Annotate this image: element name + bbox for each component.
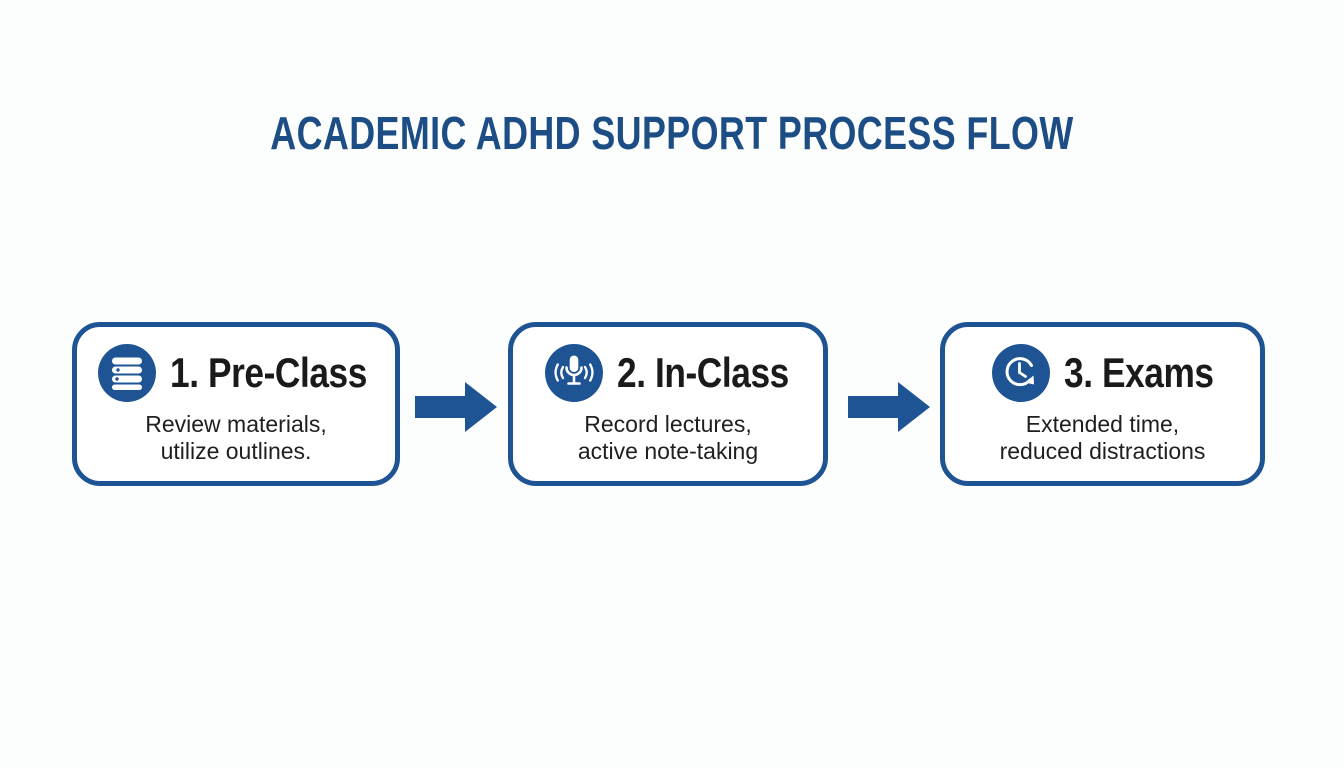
step-label: 2. In-Class [616, 348, 789, 396]
step-description [145, 411, 327, 465]
step-description-line1: Review materials, [145, 410, 327, 437]
step-card-in-class [508, 322, 828, 486]
step-card-header [545, 344, 792, 402]
stacked-materials-icon [98, 344, 156, 402]
page-title-container [0, 106, 1344, 160]
step-card-exams [940, 322, 1265, 486]
recording-microphone-icon [545, 344, 603, 402]
step-description-line2: active note-taking [577, 437, 759, 464]
step-description-line2: utilize outlines. [160, 437, 312, 464]
step-card-header [992, 344, 1215, 402]
step-description-line1: Extended time, [1025, 410, 1180, 437]
step-card-pre-class [72, 322, 400, 486]
step-label: 3. Exams [1064, 348, 1215, 396]
page-title: ACADEMIC ADHD SUPPORT PROCESS FLOW [270, 107, 1074, 159]
flow-arrow-right-icon [848, 382, 930, 432]
step-description [1000, 411, 1206, 465]
step-label: 1. Pre-Class [169, 348, 367, 396]
step-card-header [98, 344, 374, 402]
flow-arrow-right-icon [415, 382, 497, 432]
clock-history-icon [992, 344, 1050, 402]
step-description-line1: Record lectures, [584, 410, 752, 437]
step-description-line2: reduced distractions [999, 437, 1206, 464]
step-description [578, 411, 758, 465]
